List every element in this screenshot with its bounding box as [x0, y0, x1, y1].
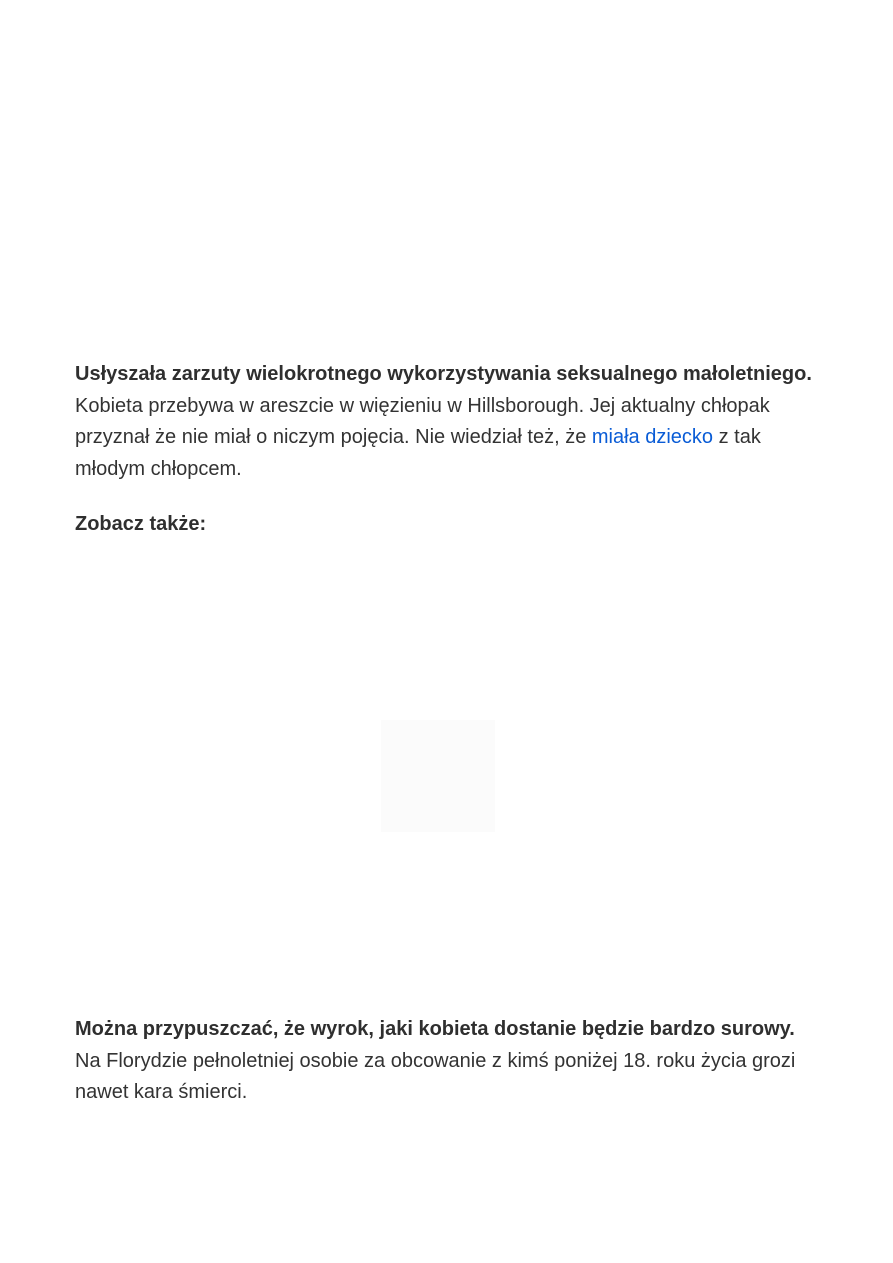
- see-also-heading: Zobacz także:: [75, 513, 207, 535]
- paragraph-sentence-lead: Można przypuszczać, że wyrok, jaki kobieta dostanie będzie bardzo surowy.: [75, 1018, 795, 1040]
- embedded-content-placeholder: [381, 720, 495, 832]
- paragraph-charges: [75, 359, 815, 485]
- paragraph-sentence-text: Na Florydzie pełnoletniej osobie za obcowanie z kimś poniżej 18. roku życia grozi nawet kara śmierci.: [75, 1049, 796, 1103]
- paragraph-charges-text: Kobieta przebywa w areszcie w więzieniu w Hillsborough. Jej aktualny chłopak przyznał że nie miał o niczym pojęcia. Nie wiedział też, że: [75, 394, 770, 448]
- paragraph-charges-text-end: z tak młodym chłopcem.: [75, 426, 761, 480]
- link-miala-dziecko[interactable]: miała dziecko: [591, 426, 714, 448]
- paragraph-sentence: [75, 1014, 815, 1109]
- paragraph-charges-lead: Usłyszała zarzuty wielokrotnego wykorzystywania seksualnego małoletniego.: [75, 363, 812, 385]
